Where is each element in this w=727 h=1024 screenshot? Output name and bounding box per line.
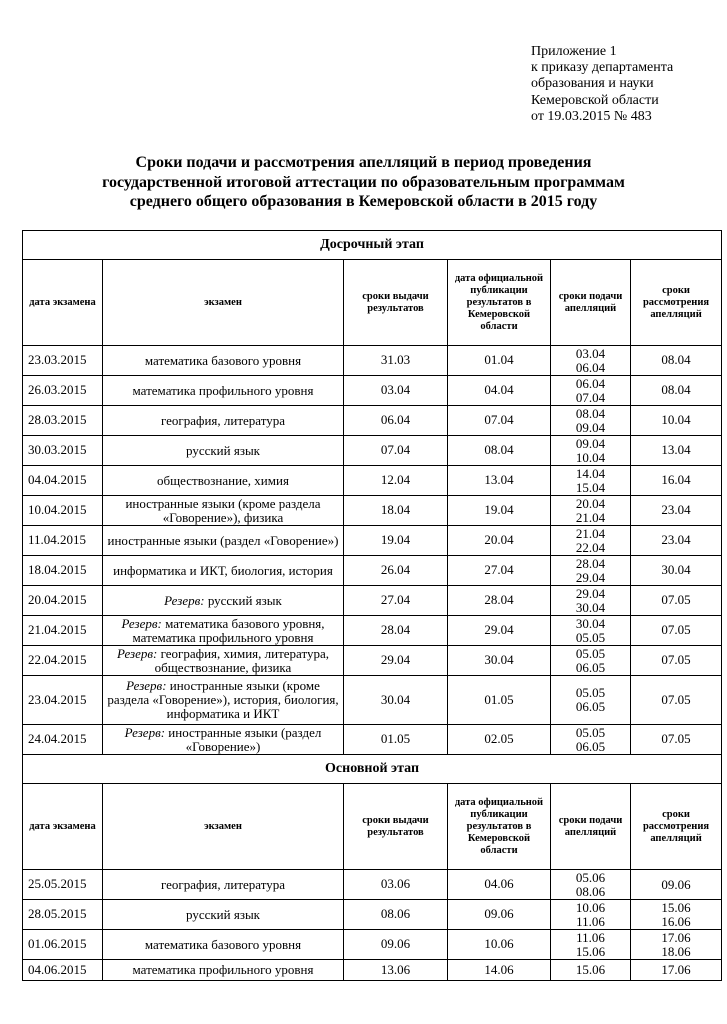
results-date: 01.05 (344, 725, 448, 755)
stage-row (23, 755, 722, 784)
exam-date: 04.06.2015 (23, 960, 103, 981)
table-row (23, 436, 722, 466)
exam-subjects: география, литература (160, 412, 285, 428)
exam-date: 28.03.2015 (23, 406, 103, 436)
appeal-review: 07.05 (631, 586, 722, 616)
appeal-review: 08.04 (631, 346, 722, 376)
appeal-submit (551, 406, 631, 436)
table-row (23, 586, 722, 616)
document-title (0, 153, 727, 212)
table-row (23, 406, 722, 436)
exam-date: 30.03.2015 (23, 436, 103, 466)
table-row (23, 466, 722, 496)
schedule-table-body (23, 231, 722, 981)
header-results: сроки выдачи результатов (344, 784, 448, 870)
table-row (23, 346, 722, 376)
table-row (23, 930, 722, 960)
appeal-submit-value: 20.04 (575, 495, 606, 511)
appeal-review-value: 15.06 (661, 899, 691, 915)
exam-name (103, 556, 344, 586)
exam-date: 10.04.2015 (23, 496, 103, 526)
appeal-review (631, 960, 722, 981)
appeal-submit-value: 08.04 (575, 405, 606, 421)
appeal-review: 13.04 (631, 436, 722, 466)
results-date: 29.04 (344, 646, 448, 676)
header-publication: дата официальной публикации результатов в Кемеровской области (448, 260, 551, 346)
appeal-submit-value: 30.04 (575, 615, 606, 631)
appeal-submit-value: 22.04 (575, 539, 606, 555)
appeal-review (631, 870, 722, 900)
table-row (23, 870, 722, 900)
stage-title: Основной этап (23, 755, 722, 784)
publication-date: 27.04 (448, 556, 551, 586)
exam-subjects: математика базового уровня (144, 936, 302, 952)
title-line: среднего общего образования в Кемеровской области в 2015 году (129, 193, 598, 210)
header-appeal-submit: сроки подачи апелляций (551, 784, 631, 870)
schedule-table (22, 230, 722, 981)
appeal-submit-value: 15.06 (575, 962, 606, 977)
appeal-submit-value: 21.04 (575, 509, 606, 525)
appeal-review: 08.04 (631, 376, 722, 406)
appeal-review: 10.04 (631, 406, 722, 436)
appeal-submit-value: 30.04 (575, 599, 606, 615)
appeal-submit (551, 960, 631, 981)
header-exam: экзамен (103, 784, 344, 870)
appeal-submit (551, 526, 631, 556)
title-line: Сроки подачи и рассмотрения апелляций в период проведения (135, 154, 592, 171)
annex-line: к приказу департамента (531, 60, 674, 76)
exam-name (103, 526, 344, 556)
appeal-review: 23.04 (631, 526, 722, 556)
appeal-review: 07.05 (631, 646, 722, 676)
appeal-review: 16.04 (631, 466, 722, 496)
appeal-submit-value: 11.06 (576, 929, 605, 945)
reserve-label: Резерв: (124, 724, 166, 740)
exam-name (103, 586, 344, 616)
table-row (23, 646, 722, 676)
table-row (23, 676, 722, 725)
exam-name (103, 376, 344, 406)
exam-name (103, 930, 344, 960)
header-row (23, 784, 722, 870)
appeal-submit (551, 616, 631, 646)
header-publication: дата официальной публикации результатов в Кемеровской области (448, 784, 551, 870)
exam-subjects: математика базового уровня, математика профильного уровня (132, 615, 325, 645)
header-exam: экзамен (103, 260, 344, 346)
publication-date: 10.06 (448, 930, 551, 960)
publication-date: 04.06 (448, 870, 551, 900)
appeal-submit-value: 06.04 (575, 359, 606, 375)
appeal-submit (551, 870, 631, 900)
appeal-submit-value: 10.06 (575, 899, 606, 915)
publication-date: 04.04 (448, 376, 551, 406)
reserve-label: Резерв: (126, 678, 167, 693)
exam-subjects: иностранные языки (кроме раздела «Говорение»), физика (125, 495, 321, 525)
title-line: государственной итоговой аттестации по образовательным программам (102, 173, 625, 191)
appeal-submit-value: 06.05 (575, 659, 606, 675)
publication-date: 01.05 (448, 676, 551, 725)
table-row (23, 616, 722, 646)
header-appeal-review: сроки рассмотрения апелляций (631, 260, 722, 346)
table-row (23, 556, 722, 586)
appeal-submit (551, 556, 631, 586)
header-appeal-review: сроки рассмотрения апелляций (631, 784, 722, 870)
publication-date: 14.06 (448, 960, 551, 981)
appeal-submit (551, 900, 631, 930)
table-row (23, 960, 722, 981)
appeal-submit (551, 930, 631, 960)
results-date: 06.04 (344, 406, 448, 436)
results-date: 31.03 (344, 346, 448, 376)
appeal-review: 30.04 (631, 556, 722, 586)
annex-line: Кемеровской области (531, 92, 659, 108)
annex-line: образования и науки (531, 76, 654, 92)
appeal-submit-value: 06.04 (575, 375, 606, 391)
appeal-submit-value: 14.04 (575, 465, 606, 481)
appeal-submit-value: 06.05 (575, 699, 606, 714)
exam-name (103, 960, 344, 981)
appeal-review-value: 16.06 (661, 913, 691, 929)
publication-date: 09.06 (448, 900, 551, 930)
publication-date: 20.04 (448, 526, 551, 556)
results-date: 26.04 (344, 556, 448, 586)
appeal-review-value: 09.06 (661, 876, 691, 892)
publication-date: 08.04 (448, 436, 551, 466)
appeal-submit (551, 725, 631, 755)
results-date: 27.04 (344, 586, 448, 616)
appeal-review: 07.05 (631, 616, 722, 646)
appeal-review-value: 17.06 (661, 962, 691, 977)
appeal-submit-value: 05.05 (575, 685, 606, 700)
exam-name (103, 406, 344, 436)
results-date: 13.06 (344, 960, 448, 981)
exam-subjects: география, химия, литература, обществознание, физика (154, 645, 329, 675)
appeal-submit (551, 376, 631, 406)
header-results: сроки выдачи результатов (344, 260, 448, 346)
appeal-submit-value: 11.06 (576, 913, 605, 929)
exam-subjects: география, литература (160, 876, 285, 892)
exam-date: 28.05.2015 (23, 900, 103, 930)
exam-subjects: иностранные языки (кроме раздела «Говорение»), история, биология, информатика и ИКТ (107, 678, 339, 721)
publication-date: 13.04 (448, 466, 551, 496)
appeal-review: 07.05 (631, 725, 722, 755)
exam-date: 25.05.2015 (23, 870, 103, 900)
publication-date: 07.04 (448, 406, 551, 436)
exam-subjects: русский язык (185, 906, 260, 922)
appeal-submit (551, 466, 631, 496)
appeal-submit-value: 06.05 (575, 738, 606, 754)
exam-name (103, 900, 344, 930)
reserve-label: Резерв: (121, 615, 162, 631)
exam-date: 11.04.2015 (23, 526, 103, 556)
results-date: 12.04 (344, 466, 448, 496)
appeal-submit (551, 646, 631, 676)
exam-name (103, 725, 344, 755)
exam-date: 04.04.2015 (23, 466, 103, 496)
appeal-submit (551, 586, 631, 616)
appeal-submit-value: 09.04 (575, 435, 606, 451)
exam-name (103, 466, 344, 496)
results-date: 30.04 (344, 676, 448, 725)
appeal-submit (551, 346, 631, 376)
table-row (23, 496, 722, 526)
exam-name (103, 870, 344, 900)
reserve-label: Резерв: (164, 592, 205, 608)
reserve-label: Резерв: (116, 645, 158, 661)
appeal-submit-value: 29.04 (575, 569, 606, 585)
exam-date: 24.04.2015 (23, 725, 103, 755)
exam-subjects: обществознание, химия (157, 472, 289, 488)
publication-date: 28.04 (448, 586, 551, 616)
exam-date: 01.06.2015 (23, 930, 103, 960)
table-row (23, 900, 722, 930)
appeal-submit-value: 08.06 (575, 883, 606, 899)
header-appeal-submit: сроки подачи апелляций (551, 260, 631, 346)
results-date: 07.04 (344, 436, 448, 466)
appeal-submit-value: 07.04 (575, 389, 606, 405)
appeal-submit-value: 28.04 (575, 555, 606, 571)
stage-row (23, 231, 722, 260)
appeal-review-value: 18.06 (661, 943, 691, 959)
exam-name (103, 676, 344, 725)
annex-line: от 19.03.2015 № 483 (531, 108, 652, 124)
header-row (23, 260, 722, 346)
exam-name (103, 646, 344, 676)
appeal-review: 07.05 (631, 676, 722, 725)
appeal-submit-value: 05.06 (575, 869, 606, 885)
exam-subjects: математика профильного уровня (132, 962, 314, 977)
annex-block (531, 44, 673, 125)
exam-name (103, 496, 344, 526)
exam-subjects: математика профильного уровня (132, 382, 314, 398)
exam-date: 26.03.2015 (23, 376, 103, 406)
results-date: 03.04 (344, 376, 448, 406)
appeal-submit (551, 676, 631, 725)
exam-subjects: иностранные языки (раздел «Говорение») (107, 532, 339, 548)
appeal-submit-value: 15.04 (575, 479, 606, 495)
exam-subjects: математика базового уровня (144, 352, 302, 368)
appeal-submit-value: 29.04 (575, 585, 606, 601)
exam-name (103, 616, 344, 646)
exam-subjects: иностранные языки (раздел «Говорение») (168, 724, 322, 754)
appeal-review (631, 930, 722, 960)
appeal-submit-value: 10.04 (575, 449, 606, 465)
exam-date: 23.04.2015 (23, 676, 103, 725)
publication-date: 29.04 (448, 616, 551, 646)
table-row (23, 376, 722, 406)
annex-line: Приложение 1 (531, 44, 617, 59)
appeal-submit-value: 05.05 (575, 645, 606, 661)
exam-date: 20.04.2015 (23, 586, 103, 616)
results-date: 18.04 (344, 496, 448, 526)
appeal-submit-value: 09.04 (575, 419, 606, 435)
exam-name (103, 436, 344, 466)
appeal-submit-value: 05.05 (575, 629, 606, 645)
appeal-submit (551, 436, 631, 466)
appeal-submit-value: 15.06 (575, 943, 606, 959)
results-date: 28.04 (344, 616, 448, 646)
exam-name (103, 346, 344, 376)
exam-subjects: информатика и ИКТ, биология, история (113, 562, 333, 578)
appeal-review: 23.04 (631, 496, 722, 526)
exam-date: 18.04.2015 (23, 556, 103, 586)
results-date: 03.06 (344, 870, 448, 900)
header-date: дата экзамена (23, 260, 103, 346)
results-date: 08.06 (344, 900, 448, 930)
results-date: 19.04 (344, 526, 448, 556)
exam-subjects: русский язык (185, 442, 260, 458)
results-date: 09.06 (344, 930, 448, 960)
publication-date: 01.04 (448, 346, 551, 376)
table-row (23, 725, 722, 755)
appeal-review-value: 17.06 (661, 929, 691, 945)
stage-title: Досрочный этап (23, 231, 722, 260)
table-row (23, 526, 722, 556)
exam-date: 23.03.2015 (23, 346, 103, 376)
exam-subjects: русский язык (207, 592, 282, 608)
exam-date: 22.04.2015 (23, 646, 103, 676)
exam-date: 21.04.2015 (23, 616, 103, 646)
appeal-submit-value: 21.04 (575, 525, 606, 541)
publication-date: 30.04 (448, 646, 551, 676)
header-date: дата экзамена (23, 784, 103, 870)
appeal-review (631, 900, 722, 930)
publication-date: 02.05 (448, 725, 551, 755)
appeal-submit-value: 05.05 (575, 724, 606, 740)
appeal-submit (551, 496, 631, 526)
publication-date: 19.04 (448, 496, 551, 526)
appeal-submit-value: 03.04 (575, 345, 606, 361)
